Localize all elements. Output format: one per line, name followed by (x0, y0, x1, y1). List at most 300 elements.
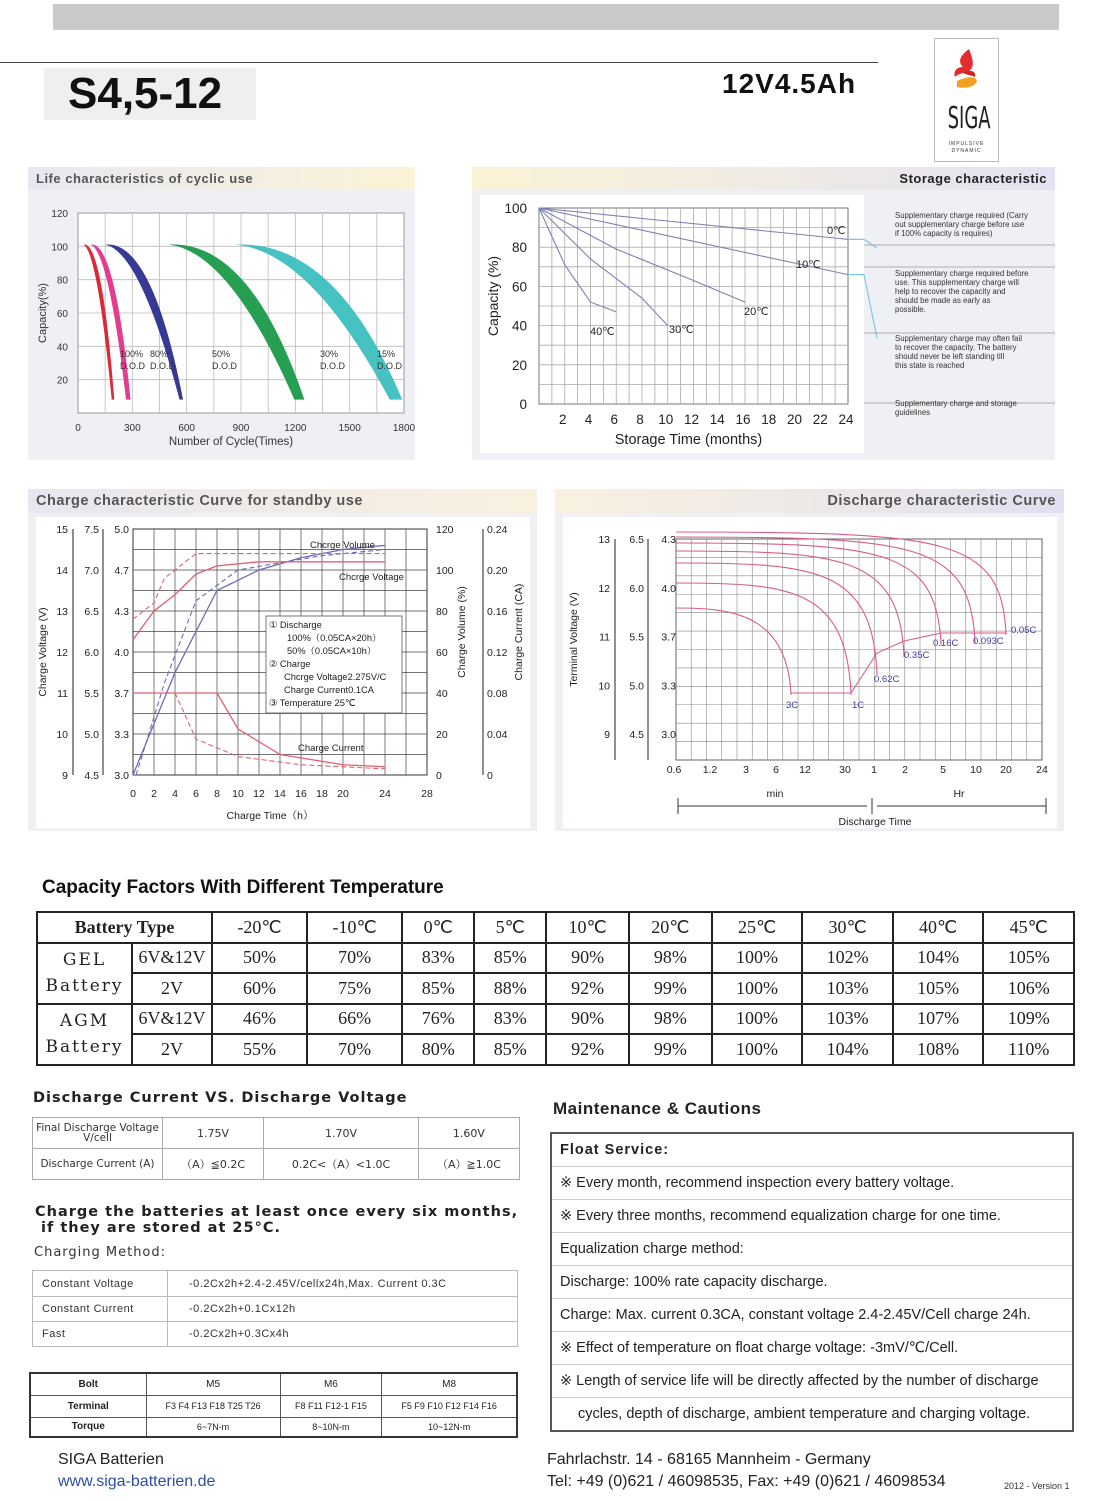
top-bar (53, 4, 1059, 30)
capacity-cell: 90% (546, 943, 629, 974)
charge-legend-line: Chcrge Voltage2.275V/C (284, 672, 387, 682)
charge-y5-tick: 0 (487, 770, 493, 782)
storage-y-label: Capacity (%) (485, 255, 501, 337)
capacity-cell: 108% (893, 1034, 984, 1065)
capacity-cell: 102% (802, 943, 893, 974)
discharge-x-tick: 10 (970, 764, 982, 776)
cyclic-x-tick: 600 (178, 423, 196, 434)
charge-y1-tick: 9 (62, 770, 68, 782)
maintenance-row: ※ Every three months, recommend equalization charge for one time. (552, 1200, 1072, 1233)
charge-y3-tick: 3.0 (114, 770, 129, 782)
storage-note-line: guidelines (895, 408, 931, 417)
storage-y-tick: 80 (511, 240, 527, 256)
discharge-y1-tick: 13 (598, 534, 610, 546)
agm-battery-label (37, 1004, 132, 1065)
storage-note (895, 334, 1022, 370)
maintenance-row: ※ Effect of temperature on float charge voltage: -3mV/℃/Cell. (552, 1332, 1072, 1365)
capacity-cell: 85% (402, 973, 474, 1004)
logo-sub-2: DYNAMIC (951, 148, 982, 154)
charge-y5-tick: 0.16 (487, 606, 508, 618)
charge-y2-tick: 7.5 (84, 524, 99, 536)
voltage-cell: 2V (132, 1034, 212, 1065)
charge-y3-tick: 4.7 (114, 565, 129, 577)
storage-x-tick: 18 (761, 412, 777, 427)
bolt-cell: M8 (382, 1373, 517, 1395)
capacity-cell: 66% (307, 1004, 402, 1035)
storage-temp-label: 20℃ (744, 306, 769, 318)
header-divider (0, 62, 878, 63)
charge-y2-tick: 6.5 (84, 606, 99, 618)
storage-temp-label: 0℃ (827, 225, 846, 237)
dcv-title: Discharge Current VS. Discharge Voltage (33, 1090, 408, 1106)
charge-x-tick: 4 (172, 788, 178, 800)
capacity-cell: 98% (629, 943, 712, 974)
cyclic-title: Life characteristics of cyclic use (28, 167, 415, 190)
charge-current-label: Charge Current (298, 743, 364, 754)
maintenance-box (550, 1132, 1074, 1432)
voltage-cell: 6V&12V (132, 943, 212, 974)
cyclic-y-tick: 100 (51, 242, 68, 254)
storage-temp-label: 10℃ (796, 259, 821, 271)
discharge-x-label: Discharge Time (838, 816, 912, 828)
storage-temp-label: 40℃ (590, 326, 615, 338)
storage-y-tick: 100 (504, 201, 527, 216)
capacity-row (37, 973, 1074, 1004)
bolt-cell: F8 F11 F12-1 F15 (280, 1395, 382, 1417)
charging-key: Constant Voltage (33, 1271, 168, 1297)
charge-x-tick: 8 (214, 788, 220, 800)
cyclic-y-tick: 80 (56, 275, 68, 287)
charge-y3-tick: 4.3 (114, 606, 129, 618)
discharge-min-label: min (766, 788, 784, 800)
capacity-cell: 80% (402, 1034, 474, 1065)
charge-y1-tick: 10 (56, 729, 68, 741)
cyclic-dod-label: D.O.D (377, 361, 403, 371)
cyclic-dod-label: D.O.D (212, 361, 238, 371)
discharge-x-tick: 30 (839, 764, 851, 776)
cyclic-dod-label: D.O.D (150, 361, 176, 371)
cyclic-dod-percent: 50% (212, 349, 231, 359)
discharge-rate-label: 0.62C (874, 674, 900, 685)
capacity-header-cell: Battery Type (37, 912, 212, 943)
discharge-hr-label: Hr (953, 788, 965, 800)
bolt-cell: 6~7N-m (146, 1417, 280, 1437)
cyclic-x-tick: 1200 (284, 423, 307, 434)
charge-y3-tick: 3.3 (114, 729, 129, 741)
discharge-y1-tick: 12 (598, 582, 610, 595)
gel-label-2: Battery (45, 976, 124, 996)
discharge-x-tick: 6 (773, 764, 779, 776)
capacity-header-cell: 5℃ (474, 912, 546, 943)
cyclic-x-tick: 0 (75, 423, 81, 434)
charge-x-tick: 2 (151, 788, 157, 800)
siga-logo (934, 38, 999, 162)
cyclic-dod-percent: 30% (320, 349, 339, 359)
charge-y2-tick: 5.0 (84, 729, 99, 741)
charge-y4-tick: 100 (436, 565, 454, 577)
bolt-cell: F5 F9 F10 F12 F14 F16 (382, 1395, 517, 1417)
storage-y-tick: 40 (511, 318, 527, 334)
storage-x-tick: 24 (838, 412, 854, 427)
charge-x-tick: 6 (193, 788, 199, 800)
charge-y-label-volume: Charge Volume (%) (456, 586, 468, 678)
storage-x-tick: 2 (558, 412, 567, 427)
charge-legend-line: 50%（0.05CA×10h） (287, 646, 377, 656)
dcv-label: Discharge Current (A) (33, 1149, 163, 1180)
discharge-y3-tick: 3.3 (661, 680, 676, 693)
charge-y3-tick: 3.7 (114, 688, 129, 700)
bolt-cell: Terminal (30, 1395, 146, 1417)
flame-icon (935, 43, 998, 103)
charge-y5-tick: 0.24 (487, 524, 508, 536)
capacity-cell: 110% (983, 1034, 1074, 1065)
discharge-y3-tick: 4.0 (661, 582, 676, 595)
capacity-header-cell: 10℃ (546, 912, 629, 943)
cyclic-x-tick: 1800 (392, 423, 415, 434)
charge-legend-line: ① Discharge (269, 620, 322, 630)
discharge-plot-bg (563, 517, 1057, 828)
capacity-cell: 92% (546, 973, 629, 1004)
capacity-title: Capacity Factors With Different Temperature (42, 877, 444, 898)
cyclic-x-tick: 300 (123, 423, 141, 434)
maintenance-row: Discharge: 100% rate capacity discharge. (552, 1266, 1072, 1299)
discharge-x-tick: 2 (902, 764, 908, 776)
charge-note-2: if they are stored at 25°C. (41, 1220, 282, 1236)
charging-method-table (32, 1270, 518, 1347)
discharge-y2-tick: 6.0 (629, 582, 644, 595)
discharge-y1-tick: 11 (599, 631, 610, 644)
voltage-cell: 2V (132, 973, 212, 1004)
bolt-cell: M5 (146, 1373, 280, 1395)
capacity-cell: 107% (893, 1004, 984, 1035)
capacity-header-cell: 30℃ (802, 912, 893, 943)
storage-chart (472, 193, 1055, 460)
capacity-header-cell: 25℃ (712, 912, 803, 943)
storage-note (895, 211, 1028, 238)
charge-y4-tick: 60 (436, 647, 448, 659)
storage-x-tick: 10 (658, 412, 674, 427)
storage-note-line: Supplementary charge required (Carry (895, 211, 1029, 220)
discharge-panel (555, 489, 1064, 831)
bolt-table (29, 1372, 518, 1438)
cyclic-y-tick: 20 (56, 375, 68, 387)
discharge-rate-label: 3C (786, 700, 799, 711)
maintenance-row: Float Service: (552, 1134, 1072, 1167)
storage-note-line: should never be left standing till (895, 352, 1005, 361)
charging-row (33, 1271, 518, 1297)
footer-version: 2012 - Version 1 (1004, 1481, 1070, 1491)
storage-x-tick: 12 (683, 412, 700, 427)
charging-row (33, 1297, 518, 1322)
logo-name: SIGA (947, 101, 991, 136)
storage-x-tick: 6 (610, 412, 619, 427)
capacity-cell: 103% (802, 973, 893, 1004)
charge-y4-tick: 80 (436, 606, 448, 618)
capacity-cell: 75% (307, 973, 402, 1004)
storage-note-line: Supplementary charge required before (895, 269, 1029, 278)
charge-y1-tick: 12 (56, 647, 68, 659)
charge-x-tick: 12 (253, 788, 265, 800)
voltage-cell: 6V&12V (132, 1004, 212, 1035)
capacity-cell: 109% (983, 1004, 1074, 1035)
discharge-rate-label: 1C (852, 700, 865, 711)
cyclic-y-tick: 60 (56, 309, 68, 320)
capacity-cell: 105% (983, 943, 1074, 974)
footer-url-link[interactable]: www.siga-batterien.de (58, 1473, 216, 1490)
storage-note (895, 269, 1029, 314)
capacity-cell: 100% (712, 1034, 803, 1065)
capacity-cell: 60% (212, 973, 307, 1004)
discharge-y3-tick: 4.3 (661, 534, 676, 546)
capacity-cell: 88% (474, 973, 546, 1004)
storage-note-line: possible. (895, 305, 926, 314)
charging-row (33, 1322, 518, 1347)
charge-y1-tick: 13 (56, 606, 68, 618)
storage-note-line: use. This supplementary charge will (895, 278, 1019, 287)
storage-note-line: out supplementary charge before use (895, 220, 1025, 229)
storage-x-tick: 14 (709, 412, 725, 427)
capacity-cell: 90% (546, 1004, 629, 1035)
discharge-y2-tick: 6.5 (629, 534, 644, 546)
charge-note (35, 1204, 518, 1236)
capacity-cell: 99% (629, 1034, 712, 1065)
capacity-cell: 106% (983, 973, 1074, 1004)
maintenance-row: ※ Every month, recommend inspection every battery voltage. (552, 1167, 1072, 1200)
dcv-cell: 1.70V (264, 1118, 419, 1149)
discharge-x-tick: 1 (871, 764, 877, 776)
capacity-cell: 70% (307, 1034, 402, 1065)
bolt-cell: 8~10N-m (280, 1417, 382, 1437)
bolt-row (30, 1417, 517, 1437)
gel-battery-label (37, 943, 132, 1004)
agm-label-1: AGM (59, 1011, 110, 1031)
capacity-cell: 83% (474, 1004, 546, 1035)
cyclic-x-label: Number of Cycle(Times) (168, 436, 294, 448)
charge-x-tick: 10 (232, 788, 244, 800)
charge-y5-tick: 0.20 (487, 565, 508, 577)
capacity-cell: 85% (474, 1034, 546, 1065)
cyclic-x-tick: 1500 (338, 423, 361, 434)
discharge-x-tick: 3 (743, 764, 749, 776)
dcv-label: Final Discharge Voltage V/cell (33, 1118, 163, 1149)
discharge-y1-tick: 9 (604, 729, 610, 742)
charge-y2-tick: 4.5 (84, 770, 99, 782)
charge-legend-line: ③ Temperature 25℃ (269, 698, 356, 708)
storage-note-line: Supplementary charge may often fail (895, 334, 1022, 343)
charge-x-tick: 28 (421, 788, 433, 800)
discharge-rate-label: 0.35C (904, 650, 930, 661)
bolt-row (30, 1395, 517, 1417)
charge-y5-tick: 0.12 (487, 647, 508, 659)
storage-note-line: to recover the capacity. The battery (895, 343, 1017, 352)
storage-note-line: should be made as early as (895, 296, 991, 305)
cyclic-dod-percent: 80% (150, 349, 169, 359)
bolt-cell: M6 (280, 1373, 382, 1395)
capacity-header-row (37, 912, 1074, 943)
charge-x-tick: 16 (295, 788, 307, 800)
capacity-header-cell: 40℃ (893, 912, 984, 943)
cyclic-chart (28, 193, 415, 460)
bolt-cell: Bolt (30, 1373, 146, 1395)
capacity-cell: 76% (402, 1004, 474, 1035)
charge-voltage-label: Chcrge Voltage (339, 572, 404, 583)
footer-phone: Tel: +49 (0)621 / 46098535, Fax: +49 (0)621 / 46098534 (547, 1473, 946, 1490)
charge-panel (28, 489, 537, 831)
capacity-cell: 103% (802, 1004, 893, 1035)
capacity-cell: 104% (802, 1034, 893, 1065)
dcv-table (32, 1117, 520, 1180)
storage-x-tick: 16 (735, 412, 751, 427)
capacity-cell: 98% (629, 1004, 712, 1035)
charge-y1-tick: 14 (56, 565, 68, 577)
discharge-title: Discharge characteristic Curve (555, 489, 1064, 513)
maintenance-row: Equalization charge method: (552, 1233, 1072, 1266)
storage-y-tick: 20 (511, 357, 527, 373)
storage-x-tick: 4 (584, 412, 593, 427)
dcv-cell: （A）≧1.0C (418, 1149, 519, 1180)
charge-y3-tick: 5.0 (114, 524, 129, 536)
capacity-cell: 55% (212, 1034, 307, 1065)
capacity-row (37, 1034, 1074, 1065)
charge-chart (28, 513, 537, 831)
discharge-rate-label: 0.05C (1011, 625, 1037, 636)
storage-x-tick: 22 (812, 412, 828, 427)
storage-temp-label: 30℃ (669, 324, 694, 336)
storage-x-tick: 8 (636, 412, 644, 427)
capacity-row (37, 1004, 1074, 1035)
capacity-header-cell: 20℃ (629, 912, 712, 943)
cyclic-dod-label: D.O.D (120, 361, 146, 371)
charge-x-tick: 18 (316, 788, 328, 800)
gel-label-1: GEL (62, 950, 107, 970)
charge-y1-tick: 15 (56, 524, 68, 536)
maintenance-row: ※ Length of service life will be directly affected by the number of discharge (552, 1365, 1072, 1398)
capacity-cell: 83% (402, 943, 474, 974)
storage-note-line: if 100% capacity is requires) (895, 229, 993, 238)
storage-note (895, 399, 1017, 417)
charge-y5-tick: 0.08 (487, 688, 508, 700)
dcv-cell: 1.75V (163, 1118, 264, 1149)
charge-y1-tick: 11 (57, 688, 68, 700)
discharge-y-label: Terminal Voltage (V) (568, 592, 580, 687)
charge-x-tick: 20 (337, 788, 349, 800)
bolt-row (30, 1373, 517, 1395)
bolt-cell: F3 F4 F13 F18 T25 T26 (146, 1395, 280, 1417)
discharge-x-tick: 20 (1000, 764, 1012, 776)
dcv-row (33, 1149, 520, 1180)
charge-note-1: Charge the batteries at least once every six months, (35, 1204, 519, 1220)
storage-note-line: help to recover the capacity and (895, 287, 1006, 296)
capacity-row (37, 943, 1074, 974)
capacity-cell: 99% (629, 973, 712, 1004)
storage-panel (472, 167, 1055, 460)
charge-x-label: Charge Time（h） (226, 810, 314, 822)
charge-legend-line: Charge Current0.1CA (284, 685, 374, 695)
capacity-header-cell: 0℃ (402, 912, 474, 943)
storage-title: Storage characteristic (472, 167, 1055, 190)
footer-company: SIGA Batterien (58, 1451, 164, 1468)
charge-y2-tick: 7.0 (84, 565, 99, 577)
charge-title: Charge characteristic Curve for standby use (28, 489, 537, 513)
dcv-cell: （A）≦0.2C (163, 1149, 264, 1180)
charge-y4-tick: 20 (436, 729, 448, 741)
cyclic-panel (28, 167, 415, 460)
cyclic-y-tick: 40 (56, 342, 68, 354)
charging-key: Constant Current (33, 1297, 168, 1322)
footer-address: Fahrlachstr. 14 - 68165 Mannheim - Germany (547, 1451, 871, 1468)
agm-label-2: Battery (45, 1037, 124, 1057)
charging-key: Fast (33, 1322, 168, 1347)
charge-volume-label: Chcrge Volume (310, 540, 375, 551)
charge-y2-tick: 6.0 (84, 647, 99, 659)
charge-y-label-current: Charge Current (CA) (513, 583, 525, 681)
discharge-y1-tick: 10 (598, 680, 610, 693)
discharge-rate-label: 0.093C (973, 636, 1004, 647)
dcv-cell: 1.60V (418, 1118, 519, 1149)
cyclic-y-label: Capacity(%) (37, 283, 49, 343)
discharge-x-tick: 5 (940, 764, 946, 776)
capacity-cell: 70% (307, 943, 402, 974)
maintenance-row: cycles, depth of discharge, ambient temperature and charging voltage. (578, 1406, 1031, 1422)
storage-note-line: Supplementary charge and storage (895, 399, 1017, 408)
storage-x-tick: 20 (786, 412, 803, 427)
capacity-cell: 50% (212, 943, 307, 974)
capacity-header-cell: -10℃ (307, 912, 402, 943)
charging-value: -0.2Cx2h+2.4-2.45V/cellx24h,Max. Current 0.3C (168, 1271, 518, 1297)
charge-x-tick: 14 (274, 788, 286, 800)
discharge-x-tick: 1.2 (702, 764, 718, 776)
discharge-y3-tick: 3.7 (661, 631, 676, 644)
charge-y4-tick: 120 (436, 524, 454, 536)
cyclic-dod-percent: 15% (377, 349, 396, 359)
storage-x-label: Storage Time (months) (614, 432, 763, 448)
charge-y4-tick: 40 (436, 688, 448, 700)
storage-y-tick: 0 (519, 397, 527, 412)
dcv-row (33, 1118, 520, 1149)
cyclic-dod-label: D.O.D (320, 361, 346, 371)
bolt-cell: 10~12N-m (382, 1417, 517, 1437)
charge-legend-line: 100%（0.05CA×20h） (287, 633, 382, 643)
charge-legend-line: ② Charge (269, 659, 311, 669)
discharge-x-tick: 12 (799, 764, 811, 776)
capacity-cell: 100% (712, 1004, 803, 1035)
logo-sub-1: IMPULSIVE (948, 141, 985, 147)
discharge-rate-label: 0.16C (933, 638, 959, 649)
charge-y5-tick: 0.04 (487, 729, 508, 741)
dcv-cell: 0.2C<（A）<1.0C (264, 1149, 419, 1180)
bolt-cell: Torque (30, 1417, 146, 1437)
cyclic-x-tick: 900 (232, 423, 250, 434)
charge-x-tick: 24 (379, 788, 391, 800)
charging-method-label: Charging Method: (34, 1245, 167, 1260)
capacity-cell: 92% (546, 1034, 629, 1065)
discharge-x-tick: 24 (1036, 764, 1048, 776)
charge-y3-tick: 4.0 (114, 647, 129, 659)
charge-y4-tick: 0 (436, 770, 442, 782)
capacity-header-cell: -20℃ (212, 912, 307, 943)
charging-value: -0.2Cx2h+0.1Cx12h (168, 1297, 518, 1322)
capacity-table (36, 911, 1075, 1066)
charge-x-tick: 0 (130, 788, 136, 800)
discharge-y2-tick: 5.0 (629, 680, 644, 693)
storage-y-tick: 60 (511, 279, 527, 295)
storage-note-line: this state is reached (895, 361, 965, 370)
discharge-y2-tick: 4.5 (629, 729, 644, 742)
discharge-chart (555, 513, 1064, 831)
capacity-cell: 46% (212, 1004, 307, 1035)
model-title: S4,5-12 (44, 68, 256, 120)
capacity-cell: 100% (712, 943, 803, 974)
